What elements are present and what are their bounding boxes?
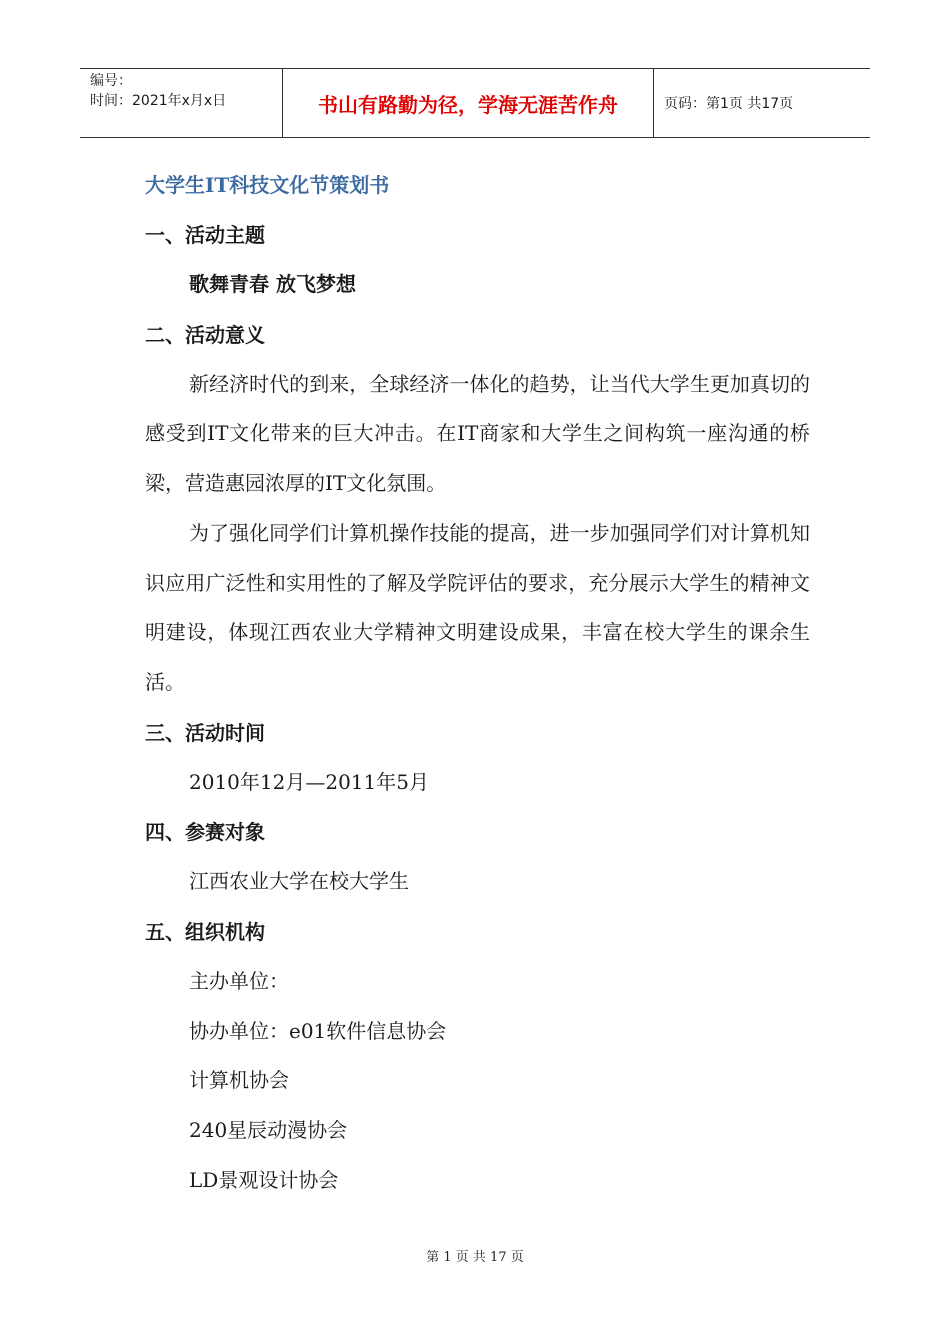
org-co: 协办单位：e01软件信息协会: [189, 1018, 447, 1043]
time-label: 时间：2021年x月x日: [90, 93, 227, 109]
document-body: [145, 160, 810, 1205]
section-heading-time: 三、活动时间: [145, 720, 265, 745]
time-text: 2010年12月—2011年5月: [189, 769, 429, 794]
section-heading-meaning: 二、活动意义: [145, 322, 265, 347]
number-label: 编号：: [90, 73, 132, 89]
target-text: 江西农业大学在校大学生: [189, 869, 409, 894]
header-meta: [80, 69, 282, 137]
header-table: [80, 68, 870, 138]
page-footer: 第 1 页 共 17 页: [426, 1250, 524, 1265]
header-page-info: 页码：第1页 共17页: [664, 96, 794, 112]
section-heading-org: 五、组织机构: [145, 919, 265, 944]
meaning-paragraph-2: 为了强化同学们计算机操作技能的提高，进一步加强同学们对计算机知识应用广泛性和实用性的了解及学院评估的要求，充分展示大学生的精神文明建设，体现江西农业大学精神文明建设成果，丰富在校大学生的课余生活。: [145, 520, 810, 694]
document-title: 大学生IT科技文化节策划书: [145, 173, 390, 197]
section-heading-theme: 一、活动主题: [145, 223, 265, 247]
org-item: 240星辰动漫协会: [189, 1118, 348, 1143]
theme-text: 歌舞青春 放飞梦想: [189, 272, 356, 296]
org-item: LD景观设计协会: [189, 1167, 339, 1192]
section-heading-target: 四、参赛对象: [145, 820, 265, 845]
org-host: 主办单位：: [189, 968, 289, 993]
org-item: 计算机协会: [189, 1068, 289, 1093]
meaning-paragraph-1: 新经济时代的到来，全球经济一体化的趋势，让当代大学生更加真切的感受到IT文化带来的巨大冲击。在IT商家和大学生之间构筑一座沟通的桥梁，营造惠园浓厚的IT文化氛围。: [145, 371, 810, 496]
header-motto: 书山有路勤为径，学海无涯苦作舟: [282, 69, 654, 137]
